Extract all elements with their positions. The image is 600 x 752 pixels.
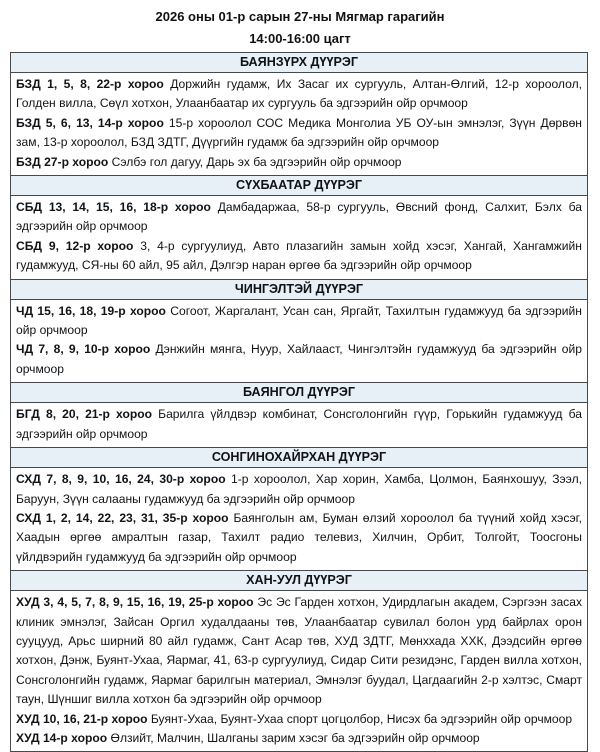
area-row bbox=[16, 509, 582, 567]
district-header: ЧИНГЭЛТЭЙ ДҮҮРЭГ bbox=[11, 279, 588, 299]
khoroo-prefix: ХУД 14-р хороо bbox=[16, 730, 108, 745]
document-title-time: 14:00-16:00 цагт bbox=[249, 31, 351, 46]
district-body-row bbox=[11, 299, 588, 383]
district-header-row bbox=[11, 176, 588, 196]
area-row bbox=[16, 710, 582, 729]
area-row bbox=[16, 340, 582, 379]
khoroo-prefix: БЗД 27-р хороо bbox=[16, 154, 109, 169]
outage-schedule-table bbox=[10, 52, 588, 752]
area-row bbox=[16, 114, 582, 153]
district-header: БАЯНГОЛ ДҮҮРЭГ bbox=[11, 383, 588, 403]
area-list: 3, 4-р сургуулиуд, Авто плазагийн замын хойд хэсэг, Хангай, Хангамжийн гудамжууд, СЯ-ны 60 айл, 95 айл, Дэлгэр наран өргөө ба эдгээрийн ойр орчмоор bbox=[16, 238, 582, 273]
area-list: 15-р хороолол СОС Медика Монголиа УБ ОУ-ын эмнэлэг, Зүүн Дөрвөн зам, 13-р хороолол, БЗД ЗДТГ, Дүүргийн гудамж ба эдгээрийн ойр орчмоор bbox=[16, 115, 582, 150]
district-header-row bbox=[11, 279, 588, 299]
area-row bbox=[16, 237, 582, 276]
area-row bbox=[16, 153, 582, 172]
khoroo-prefix: БЗД 5, 6, 13, 14-р хороо bbox=[16, 115, 164, 130]
area-row bbox=[16, 729, 582, 748]
area-list: Баянголын ам, Буман өлзий хороолол ба түүний хойд хэсэг, Хаадын өргөө амралтын газар, Тахилт радио телевиз, Хилчин, Орбит, Толгойт, Тоосгоны үйлдвэрийн гудамжууд ба эдгээрийн ойр орчмоор bbox=[16, 510, 582, 564]
district-body bbox=[11, 468, 588, 571]
district-body bbox=[11, 196, 588, 280]
area-row bbox=[16, 302, 582, 341]
khoroo-prefix: ХУД 10, 16, 21-р хороо bbox=[16, 711, 148, 726]
khoroo-prefix: БГД 8, 20, 21-р хороо bbox=[16, 407, 153, 422]
area-list: Барилга үйлдвэр комбинат, Сонсголонгийн гүүр, Горькийн гудамжууд ба эдгээрийн ойр орчмоор bbox=[16, 407, 582, 441]
area-row bbox=[16, 198, 582, 237]
document-title-block bbox=[0, 0, 600, 50]
area-list: 1-р хороолол, Хар хорин, Хамба, Цолмон, Баянхошуу, Зээл, Баруун, Зүүн салааны гудамжууд ба эдгээрийн ойр орчмоор bbox=[16, 472, 582, 506]
district-header-row bbox=[11, 383, 588, 403]
area-list: Дамбадаржаа, 58-р сургууль, Өвсний фонд, Салхит, Бэлх ба эдгээрийн ойр орчмоор bbox=[16, 200, 582, 234]
area-list: Доржийн гудамж, Их Засаг их сургууль, Алтан-Өлгий, 12-р хороолол, Голден вилла, Сөүл хотхон, Улаанбаатар их сургууль ба эдгээрийн ойр орчмоор bbox=[16, 77, 583, 111]
area-list: Сэлбэ гол дагуу, Дарь эх ба эдгээрийн ойр орчмоор bbox=[111, 154, 402, 169]
district-body-row bbox=[11, 196, 588, 280]
area-list: Буянт-Ухаа, Буянт-Ухаа спорт цогцолбор, Нисэх ба эдгээрийн ойр орчмоор bbox=[150, 711, 573, 726]
khoroo-prefix: БЗД 1, 5, 8, 22-р хороо bbox=[16, 77, 164, 91]
district-header-row bbox=[11, 448, 588, 468]
district-header: СҮХБААТАР ДҮҮРЭГ bbox=[11, 176, 588, 196]
area-list: Дэнжийн мянга, Нуур, Хайлааст, Чингэлтэйн гудамжууд ба эдгээрийн ойр орчмоор bbox=[16, 342, 583, 376]
khoroo-prefix: ХУД 3, 4, 5, 7, 8, 9, 15, 16, 19, 25-р хороо bbox=[16, 595, 254, 610]
area-list: Эс Эс Гарден хотхон, Удирдлагын академ, Сэргээн засах клиник эмнэлэг, Зайсан Оргил худалдааны төв, Улаанбаатар сувилал болон урд байрлах орон сууцууд, Арьс ширний 80 айл гудамж, Сант Асар төв, ХУД ЗДТГ, Мөнххада ХХК, Дээдсийн өргөө хотхон, Дэнж, Буянт-Ухаа, Яармаг, 41, 63-р сургуулиуд, Сидар Сити резидэнс, Гарден вилла хотхон, Сонсголонгийн гудамж, Яармаг барилгын материал, Эмнэлэг буудал, Цагдаагийн 2-р хэлтэс, Смарт таун, Шүншиг вилла хотхон ба эдгээрийн ойр орчмоор bbox=[16, 595, 583, 707]
district-body-row bbox=[11, 591, 588, 752]
document-title-date: 2026 оны 01-р сарын 27-ны Мягмар гарагийн bbox=[155, 9, 445, 24]
area-row bbox=[16, 75, 582, 114]
area-row bbox=[16, 593, 582, 709]
khoroo-prefix: СБД 13, 14, 15, 16, 18-р хороо bbox=[16, 200, 211, 215]
area-list: Согоот, Жаргалант, Усан сан, Яргайт, Тахилтын гудамжууд ба эдгээрийн ойр орчмоор bbox=[16, 303, 582, 338]
khoroo-prefix: СБД 9, 12-р хороо bbox=[16, 238, 134, 253]
khoroo-prefix: СХД 1, 2, 14, 22, 23, 31, 35-р хороо bbox=[16, 510, 229, 525]
district-header: ХАН-УУЛ ДҮҮРЭГ bbox=[11, 571, 588, 591]
district-header: БАЯНЗҮРХ ДҮҮРЭГ bbox=[11, 53, 588, 73]
district-body-row bbox=[11, 73, 588, 176]
area-row bbox=[16, 405, 582, 444]
district-body-row bbox=[11, 468, 588, 571]
district-body bbox=[11, 73, 588, 176]
district-body bbox=[11, 403, 588, 448]
district-body bbox=[11, 591, 588, 752]
khoroo-prefix: СХД 7, 8, 9, 10, 16, 24, 30-р хороо bbox=[16, 472, 226, 487]
area-row bbox=[16, 470, 582, 509]
khoroo-prefix: ЧД 15, 16, 18, 19-р хороо bbox=[16, 303, 166, 318]
district-header: СОНГИНОХАЙРХАН ДҮҮРЭГ bbox=[11, 448, 588, 468]
district-body bbox=[11, 299, 588, 383]
khoroo-prefix: ЧД 7, 8, 9, 10-р хороо bbox=[16, 342, 151, 357]
district-header-row bbox=[11, 53, 588, 73]
area-list: Өлзийт, Малчин, Шалганы зарим хэсэг ба эдгээрийн ойр орчмоор bbox=[110, 730, 480, 745]
district-header-row bbox=[11, 571, 588, 591]
district-body-row bbox=[11, 403, 588, 448]
